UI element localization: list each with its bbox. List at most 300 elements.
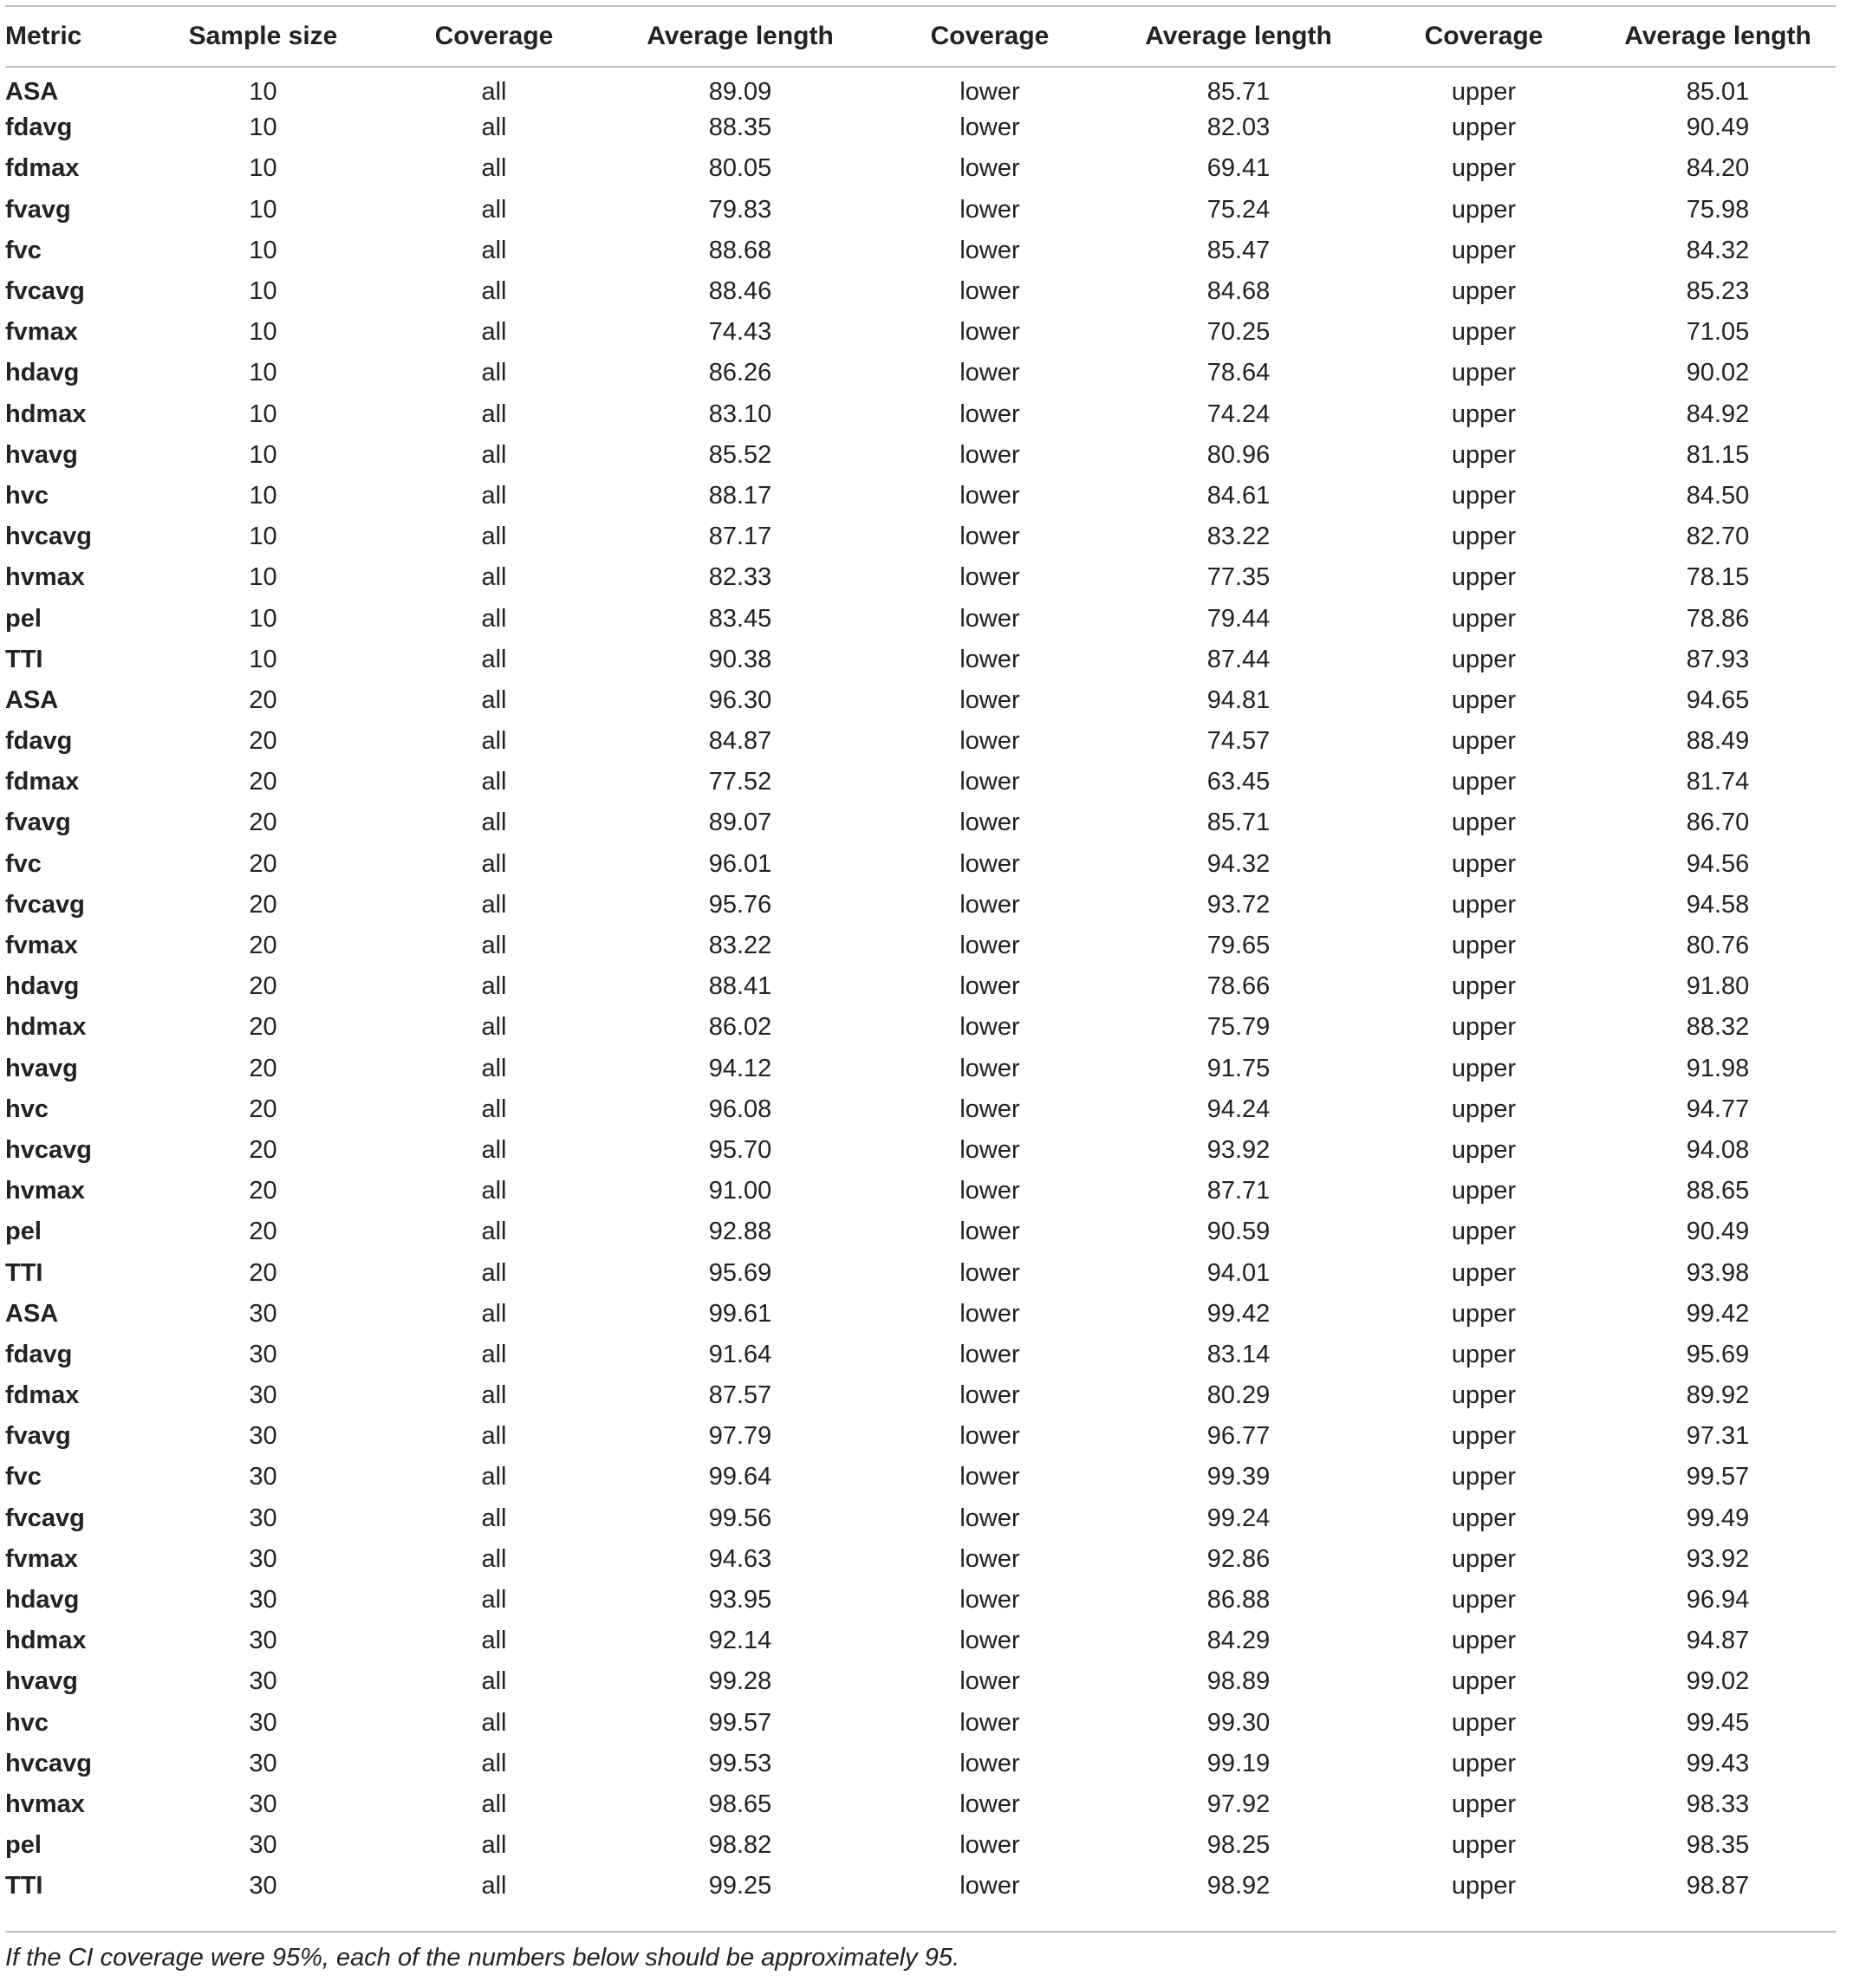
cell-average-length-upper: 99.02 xyxy=(1686,1667,1750,1696)
cell-coverage-lower: lower xyxy=(959,972,1020,1001)
cell-metric: ASA xyxy=(5,77,59,106)
cell-average-length-lower: 77.35 xyxy=(1206,563,1271,592)
cell-coverage-upper: upper xyxy=(1451,1177,1517,1205)
cell-average-length-upper: 85.23 xyxy=(1686,277,1750,306)
cell-coverage-upper: upper xyxy=(1451,318,1517,347)
cell-average-length-lower: 98.25 xyxy=(1206,1831,1271,1860)
cell-average-length-all: 93.95 xyxy=(708,1586,772,1614)
cell-sample-size: 30 xyxy=(249,1749,277,1777)
cell-average-length-upper: 93.98 xyxy=(1686,1258,1750,1287)
cell-sample-size: 30 xyxy=(249,1872,277,1900)
cell-average-length-lower: 83.22 xyxy=(1206,523,1271,551)
cell-average-length-upper: 90.02 xyxy=(1686,359,1750,387)
table-row xyxy=(5,1212,1836,1252)
cell-average-length-upper: 78.15 xyxy=(1686,563,1750,592)
cell-metric: fvc xyxy=(5,1463,42,1491)
cell-coverage-upper: upper xyxy=(1451,1708,1517,1737)
cell-coverage-all: all xyxy=(481,1627,507,1655)
cell-average-length-lower: 69.41 xyxy=(1206,154,1271,183)
table-row xyxy=(5,1171,1836,1212)
table-row xyxy=(5,1703,1836,1744)
cell-metric: TTI xyxy=(5,1258,43,1287)
cell-sample-size: 30 xyxy=(249,1504,277,1532)
cell-coverage-lower: lower xyxy=(959,645,1020,673)
cell-average-length-all: 91.64 xyxy=(708,1340,772,1368)
cell-average-length-upper: 87.93 xyxy=(1686,645,1750,673)
cell-coverage-upper: upper xyxy=(1451,1095,1517,1123)
cell-metric: hvmax xyxy=(5,1790,85,1818)
table-row xyxy=(5,394,1836,435)
cell-average-length-lower: 83.14 xyxy=(1206,1340,1271,1368)
cell-coverage-all: all xyxy=(481,1504,507,1532)
table-row xyxy=(5,67,1836,107)
cell-average-length-all: 95.70 xyxy=(708,1135,772,1164)
cell-average-length-upper: 75.98 xyxy=(1686,195,1750,224)
header-cell-sample-size: Sample size xyxy=(188,22,338,50)
header-cell-average-length-all: Average length xyxy=(647,22,834,50)
cell-average-length-upper: 88.49 xyxy=(1686,727,1750,756)
cell-average-length-all: 99.28 xyxy=(708,1667,772,1696)
cell-sample-size: 30 xyxy=(249,1831,277,1860)
cell-coverage-all: all xyxy=(481,1422,507,1451)
table-row xyxy=(5,353,1836,393)
cell-metric: hvc xyxy=(5,1095,49,1123)
cell-coverage-lower: lower xyxy=(959,1463,1020,1491)
cell-average-length-all: 96.30 xyxy=(708,685,772,714)
cell-average-length-all: 89.07 xyxy=(708,809,772,837)
cell-average-length-upper: 84.20 xyxy=(1686,154,1750,183)
cell-average-length-upper: 94.65 xyxy=(1686,685,1750,714)
cell-coverage-upper: upper xyxy=(1451,195,1517,224)
cell-average-length-all: 94.63 xyxy=(708,1544,772,1573)
cell-coverage-upper: upper xyxy=(1451,563,1517,592)
cell-coverage-lower: lower xyxy=(959,563,1020,592)
cell-coverage-upper: upper xyxy=(1451,972,1517,1001)
cell-sample-size: 10 xyxy=(249,645,277,673)
cell-average-length-all: 88.68 xyxy=(708,236,772,264)
cell-average-length-all: 99.56 xyxy=(708,1504,772,1532)
cell-sample-size: 20 xyxy=(249,1054,277,1082)
cell-coverage-upper: upper xyxy=(1451,1544,1517,1573)
cell-average-length-upper: 81.15 xyxy=(1686,440,1750,469)
footnote-divider xyxy=(5,1931,1836,1933)
cell-average-length-upper: 71.05 xyxy=(1686,318,1750,347)
cell-average-length-lower: 96.77 xyxy=(1206,1422,1271,1451)
cell-average-length-all: 77.52 xyxy=(708,768,772,796)
cell-coverage-upper: upper xyxy=(1451,645,1517,673)
cell-coverage-lower: lower xyxy=(959,523,1020,551)
header-cell-coverage-lower: Coverage xyxy=(930,22,1050,50)
cell-average-length-lower: 99.19 xyxy=(1206,1749,1271,1777)
table-footnote: If the CI coverage were 95%, each of the numbers below should be approximately 95. xyxy=(5,1944,960,1972)
cell-metric: fvcavg xyxy=(5,890,85,919)
cell-sample-size: 20 xyxy=(249,972,277,1001)
cell-average-length-upper: 98.87 xyxy=(1686,1872,1750,1900)
table-row xyxy=(5,640,1836,680)
cell-sample-size: 10 xyxy=(249,236,277,264)
cell-average-length-lower: 99.39 xyxy=(1206,1463,1271,1491)
table-row xyxy=(5,926,1836,966)
cell-average-length-lower: 63.45 xyxy=(1206,768,1271,796)
cell-coverage-all: all xyxy=(481,1749,507,1777)
cell-metric: fvavg xyxy=(5,195,71,224)
cell-coverage-upper: upper xyxy=(1451,523,1517,551)
cell-average-length-lower: 99.30 xyxy=(1206,1708,1271,1737)
cell-coverage-lower: lower xyxy=(959,1790,1020,1818)
cell-average-length-upper: 81.74 xyxy=(1686,768,1750,796)
cell-average-length-lower: 85.47 xyxy=(1206,236,1271,264)
table-row xyxy=(5,1252,1836,1293)
table-row xyxy=(5,1621,1836,1661)
cell-average-length-lower: 98.92 xyxy=(1206,1872,1271,1900)
cell-coverage-lower: lower xyxy=(959,1544,1020,1573)
header-cell-average-length-lower: Average length xyxy=(1145,22,1332,50)
cell-coverage-lower: lower xyxy=(959,236,1020,264)
cell-metric: pel xyxy=(5,1831,42,1860)
cell-metric: hvavg xyxy=(5,440,78,469)
cell-coverage-lower: lower xyxy=(959,440,1020,469)
cell-coverage-lower: lower xyxy=(959,727,1020,756)
cell-coverage-lower: lower xyxy=(959,1708,1020,1737)
table-row xyxy=(5,1784,1836,1825)
cell-coverage-upper: upper xyxy=(1451,440,1517,469)
cell-average-length-all: 96.01 xyxy=(708,849,772,878)
cell-coverage-lower: lower xyxy=(959,685,1020,714)
cell-coverage-lower: lower xyxy=(959,1299,1020,1328)
cell-coverage-upper: upper xyxy=(1451,1054,1517,1082)
cell-metric: hvcavg xyxy=(5,523,92,551)
cell-average-length-all: 88.35 xyxy=(708,114,772,142)
cell-coverage-lower: lower xyxy=(959,1095,1020,1123)
cell-coverage-lower: lower xyxy=(959,77,1020,106)
cell-average-length-upper: 78.86 xyxy=(1686,604,1750,633)
cell-average-length-all: 79.83 xyxy=(708,195,772,224)
cell-metric: fvmax xyxy=(5,1544,78,1573)
table-row xyxy=(5,802,1836,843)
coverage-table xyxy=(5,5,1836,1907)
cell-coverage-all: all xyxy=(481,1013,507,1042)
cell-coverage-upper: upper xyxy=(1451,1504,1517,1532)
cell-average-length-lower: 75.24 xyxy=(1206,195,1271,224)
cell-coverage-upper: upper xyxy=(1451,1749,1517,1777)
cell-coverage-upper: upper xyxy=(1451,1381,1517,1410)
cell-sample-size: 30 xyxy=(249,1627,277,1655)
cell-coverage-lower: lower xyxy=(959,1177,1020,1205)
cell-sample-size: 20 xyxy=(249,849,277,878)
cell-sample-size: 20 xyxy=(249,932,277,960)
cell-average-length-all: 85.52 xyxy=(708,440,772,469)
cell-sample-size: 20 xyxy=(249,768,277,796)
cell-coverage-lower: lower xyxy=(959,1013,1020,1042)
cell-coverage-lower: lower xyxy=(959,849,1020,878)
cell-metric: fdavg xyxy=(5,727,73,756)
cell-coverage-lower: lower xyxy=(959,1135,1020,1164)
cell-average-length-all: 88.17 xyxy=(708,481,772,510)
cell-average-length-upper: 96.94 xyxy=(1686,1586,1750,1614)
table-row xyxy=(5,1661,1836,1702)
cell-sample-size: 20 xyxy=(249,890,277,919)
cell-metric: pel xyxy=(5,1218,42,1246)
cell-coverage-all: all xyxy=(481,604,507,633)
cell-coverage-upper: upper xyxy=(1451,1463,1517,1491)
table-row xyxy=(5,107,1836,148)
cell-coverage-upper: upper xyxy=(1451,1790,1517,1818)
cell-average-length-all: 83.10 xyxy=(708,400,772,428)
cell-coverage-upper: upper xyxy=(1451,1135,1517,1164)
cell-average-length-upper: 99.42 xyxy=(1686,1299,1750,1328)
cell-metric: fdavg xyxy=(5,1340,73,1368)
cell-average-length-lower: 80.96 xyxy=(1206,440,1271,469)
cell-coverage-upper: upper xyxy=(1451,114,1517,142)
cell-average-length-lower: 78.64 xyxy=(1206,359,1271,387)
cell-coverage-upper: upper xyxy=(1451,1340,1517,1368)
cell-coverage-upper: upper xyxy=(1451,400,1517,428)
cell-metric: TTI xyxy=(5,645,43,673)
cell-coverage-all: all xyxy=(481,1708,507,1737)
table-row xyxy=(5,1866,1836,1907)
cell-coverage-upper: upper xyxy=(1451,154,1517,183)
header-cell-coverage-all: Coverage xyxy=(434,22,554,50)
cell-metric: hdavg xyxy=(5,359,80,387)
cell-average-length-lower: 74.57 xyxy=(1206,727,1271,756)
cell-metric: fdavg xyxy=(5,114,73,142)
cell-average-length-upper: 82.70 xyxy=(1686,523,1750,551)
table-row xyxy=(5,271,1836,312)
cell-coverage-upper: upper xyxy=(1451,809,1517,837)
table-row xyxy=(5,1498,1836,1539)
cell-coverage-all: all xyxy=(481,77,507,106)
cell-average-length-lower: 93.72 xyxy=(1206,890,1271,919)
cell-average-length-all: 98.82 xyxy=(708,1831,772,1860)
cell-sample-size: 10 xyxy=(249,400,277,428)
cell-average-length-upper: 84.32 xyxy=(1686,236,1750,264)
cell-sample-size: 20 xyxy=(249,1095,277,1123)
cell-sample-size: 10 xyxy=(249,563,277,592)
table-row xyxy=(5,1539,1836,1580)
cell-sample-size: 10 xyxy=(249,440,277,469)
cell-average-length-all: 99.64 xyxy=(708,1463,772,1491)
cell-coverage-lower: lower xyxy=(959,1218,1020,1246)
cell-coverage-all: all xyxy=(481,1831,507,1860)
cell-coverage-upper: upper xyxy=(1451,849,1517,878)
cell-sample-size: 10 xyxy=(249,523,277,551)
table-row xyxy=(5,148,1836,189)
cell-coverage-upper: upper xyxy=(1451,277,1517,306)
table-row xyxy=(5,1825,1836,1866)
table-row xyxy=(5,231,1836,271)
cell-average-length-upper: 99.49 xyxy=(1686,1504,1750,1532)
cell-average-length-all: 91.00 xyxy=(708,1177,772,1205)
cell-metric: fvmax xyxy=(5,318,78,347)
cell-coverage-all: all xyxy=(481,1790,507,1818)
cell-coverage-upper: upper xyxy=(1451,727,1517,756)
table-row xyxy=(5,844,1836,885)
cell-average-length-lower: 94.01 xyxy=(1206,1258,1271,1287)
cell-coverage-lower: lower xyxy=(959,1831,1020,1860)
cell-average-length-lower: 97.92 xyxy=(1206,1790,1271,1818)
cell-average-length-upper: 94.77 xyxy=(1686,1095,1750,1123)
cell-coverage-lower: lower xyxy=(959,932,1020,960)
cell-metric: hvavg xyxy=(5,1667,78,1696)
cell-coverage-upper: upper xyxy=(1451,1013,1517,1042)
cell-average-length-all: 95.69 xyxy=(708,1258,772,1287)
cell-coverage-all: all xyxy=(481,154,507,183)
cell-coverage-lower: lower xyxy=(959,359,1020,387)
cell-sample-size: 20 xyxy=(249,809,277,837)
cell-average-length-upper: 84.92 xyxy=(1686,400,1750,428)
cell-average-length-upper: 99.43 xyxy=(1686,1749,1750,1777)
cell-sample-size: 30 xyxy=(249,1667,277,1696)
table-row xyxy=(5,966,1836,1007)
cell-average-length-all: 95.76 xyxy=(708,890,772,919)
cell-average-length-all: 87.57 xyxy=(708,1381,772,1410)
cell-average-length-all: 74.43 xyxy=(708,318,772,347)
header-cell-average-length-upper: Average length xyxy=(1624,22,1811,50)
cell-average-length-lower: 92.86 xyxy=(1206,1544,1271,1573)
cell-average-length-upper: 95.69 xyxy=(1686,1340,1750,1368)
cell-coverage-lower: lower xyxy=(959,114,1020,142)
cell-coverage-lower: lower xyxy=(959,1381,1020,1410)
cell-coverage-upper: upper xyxy=(1451,685,1517,714)
header-cell-metric: Metric xyxy=(5,22,82,50)
table-header xyxy=(5,6,1836,67)
cell-coverage-all: all xyxy=(481,809,507,837)
cell-average-length-lower: 85.71 xyxy=(1206,77,1271,106)
cell-average-length-lower: 99.24 xyxy=(1206,1504,1271,1532)
cell-coverage-lower: lower xyxy=(959,1258,1020,1287)
cell-coverage-lower: lower xyxy=(959,277,1020,306)
cell-average-length-lower: 79.65 xyxy=(1206,932,1271,960)
cell-coverage-upper: upper xyxy=(1451,1299,1517,1328)
table-row xyxy=(5,1744,1836,1784)
cell-coverage-lower: lower xyxy=(959,195,1020,224)
header-row xyxy=(5,6,1836,67)
header-cell-coverage-upper: Coverage xyxy=(1424,22,1544,50)
cell-average-length-upper: 89.92 xyxy=(1686,1381,1750,1410)
cell-coverage-lower: lower xyxy=(959,481,1020,510)
cell-coverage-upper: upper xyxy=(1451,1831,1517,1860)
cell-average-length-all: 99.57 xyxy=(708,1708,772,1737)
cell-coverage-all: all xyxy=(481,1463,507,1491)
cell-coverage-all: all xyxy=(481,1054,507,1082)
cell-coverage-upper: upper xyxy=(1451,1667,1517,1696)
cell-coverage-lower: lower xyxy=(959,1667,1020,1696)
cell-average-length-all: 88.41 xyxy=(708,972,772,1001)
cell-metric: fvavg xyxy=(5,809,71,837)
cell-average-length-lower: 86.88 xyxy=(1206,1586,1271,1614)
cell-coverage-lower: lower xyxy=(959,1054,1020,1082)
cell-average-length-lower: 78.66 xyxy=(1206,972,1271,1001)
table-row xyxy=(5,1089,1836,1130)
cell-coverage-all: all xyxy=(481,849,507,878)
cell-sample-size: 30 xyxy=(249,1463,277,1491)
cell-average-length-all: 96.08 xyxy=(708,1095,772,1123)
cell-coverage-lower: lower xyxy=(959,1504,1020,1532)
cell-coverage-upper: upper xyxy=(1451,890,1517,919)
cell-average-length-all: 99.61 xyxy=(708,1299,772,1328)
table-row xyxy=(5,435,1836,476)
cell-coverage-all: all xyxy=(481,563,507,592)
table-row xyxy=(5,190,1836,231)
table-row xyxy=(5,1416,1836,1457)
cell-average-length-lower: 99.42 xyxy=(1206,1299,1271,1328)
cell-average-length-all: 80.05 xyxy=(708,154,772,183)
cell-sample-size: 10 xyxy=(249,77,277,106)
cell-sample-size: 20 xyxy=(249,1135,277,1164)
cell-coverage-all: all xyxy=(481,645,507,673)
cell-coverage-all: all xyxy=(481,1299,507,1328)
table-row xyxy=(5,1130,1836,1171)
cell-average-length-upper: 99.57 xyxy=(1686,1463,1750,1491)
cell-coverage-all: all xyxy=(481,1381,507,1410)
cell-sample-size: 10 xyxy=(249,114,277,142)
cell-metric: hvc xyxy=(5,481,49,510)
cell-metric: fdmax xyxy=(5,768,80,796)
cell-metric: hvavg xyxy=(5,1054,78,1082)
table-row xyxy=(5,1580,1836,1621)
cell-coverage-all: all xyxy=(481,972,507,1001)
table-row xyxy=(5,1335,1836,1375)
cell-metric: hdmax xyxy=(5,1013,87,1042)
cell-coverage-all: all xyxy=(481,277,507,306)
cell-average-length-upper: 90.49 xyxy=(1686,114,1750,142)
cell-coverage-lower: lower xyxy=(959,890,1020,919)
cell-average-length-lower: 98.89 xyxy=(1206,1667,1271,1696)
cell-coverage-lower: lower xyxy=(959,604,1020,633)
cell-average-length-upper: 94.87 xyxy=(1686,1627,1750,1655)
cell-metric: fvc xyxy=(5,849,42,878)
cell-metric: hvcavg xyxy=(5,1749,92,1777)
cell-metric: hvc xyxy=(5,1708,49,1737)
cell-coverage-lower: lower xyxy=(959,1627,1020,1655)
cell-coverage-upper: upper xyxy=(1451,481,1517,510)
table-row xyxy=(5,476,1836,516)
cell-average-length-upper: 97.31 xyxy=(1686,1422,1750,1451)
cell-coverage-all: all xyxy=(481,1544,507,1573)
cell-coverage-all: all xyxy=(481,195,507,224)
cell-average-length-upper: 98.35 xyxy=(1686,1831,1750,1860)
table-row xyxy=(5,1375,1836,1416)
cell-average-length-upper: 88.65 xyxy=(1686,1177,1750,1205)
cell-metric: hdmax xyxy=(5,400,87,428)
cell-metric: hdavg xyxy=(5,972,80,1001)
cell-average-length-upper: 80.76 xyxy=(1686,932,1750,960)
table-row xyxy=(5,680,1836,721)
cell-coverage-all: all xyxy=(481,768,507,796)
cell-average-length-lower: 91.75 xyxy=(1206,1054,1271,1082)
cell-sample-size: 30 xyxy=(249,1422,277,1451)
cell-metric: fvmax xyxy=(5,932,78,960)
cell-sample-size: 20 xyxy=(249,1177,277,1205)
table-row xyxy=(5,598,1836,639)
cell-sample-size: 20 xyxy=(249,1013,277,1042)
cell-average-length-all: 97.79 xyxy=(708,1422,772,1451)
cell-average-length-lower: 94.81 xyxy=(1206,685,1271,714)
cell-sample-size: 20 xyxy=(249,1218,277,1246)
cell-metric: fdmax xyxy=(5,154,80,183)
table-body xyxy=(5,67,1836,1907)
cell-sample-size: 20 xyxy=(249,1258,277,1287)
cell-coverage-lower: lower xyxy=(959,809,1020,837)
cell-average-length-upper: 94.58 xyxy=(1686,890,1750,919)
cell-coverage-all: all xyxy=(481,400,507,428)
cell-coverage-upper: upper xyxy=(1451,1586,1517,1614)
cell-coverage-all: all xyxy=(481,1177,507,1205)
cell-coverage-upper: upper xyxy=(1451,1422,1517,1451)
cell-coverage-lower: lower xyxy=(959,1422,1020,1451)
cell-sample-size: 10 xyxy=(249,359,277,387)
cell-average-length-lower: 85.71 xyxy=(1206,809,1271,837)
